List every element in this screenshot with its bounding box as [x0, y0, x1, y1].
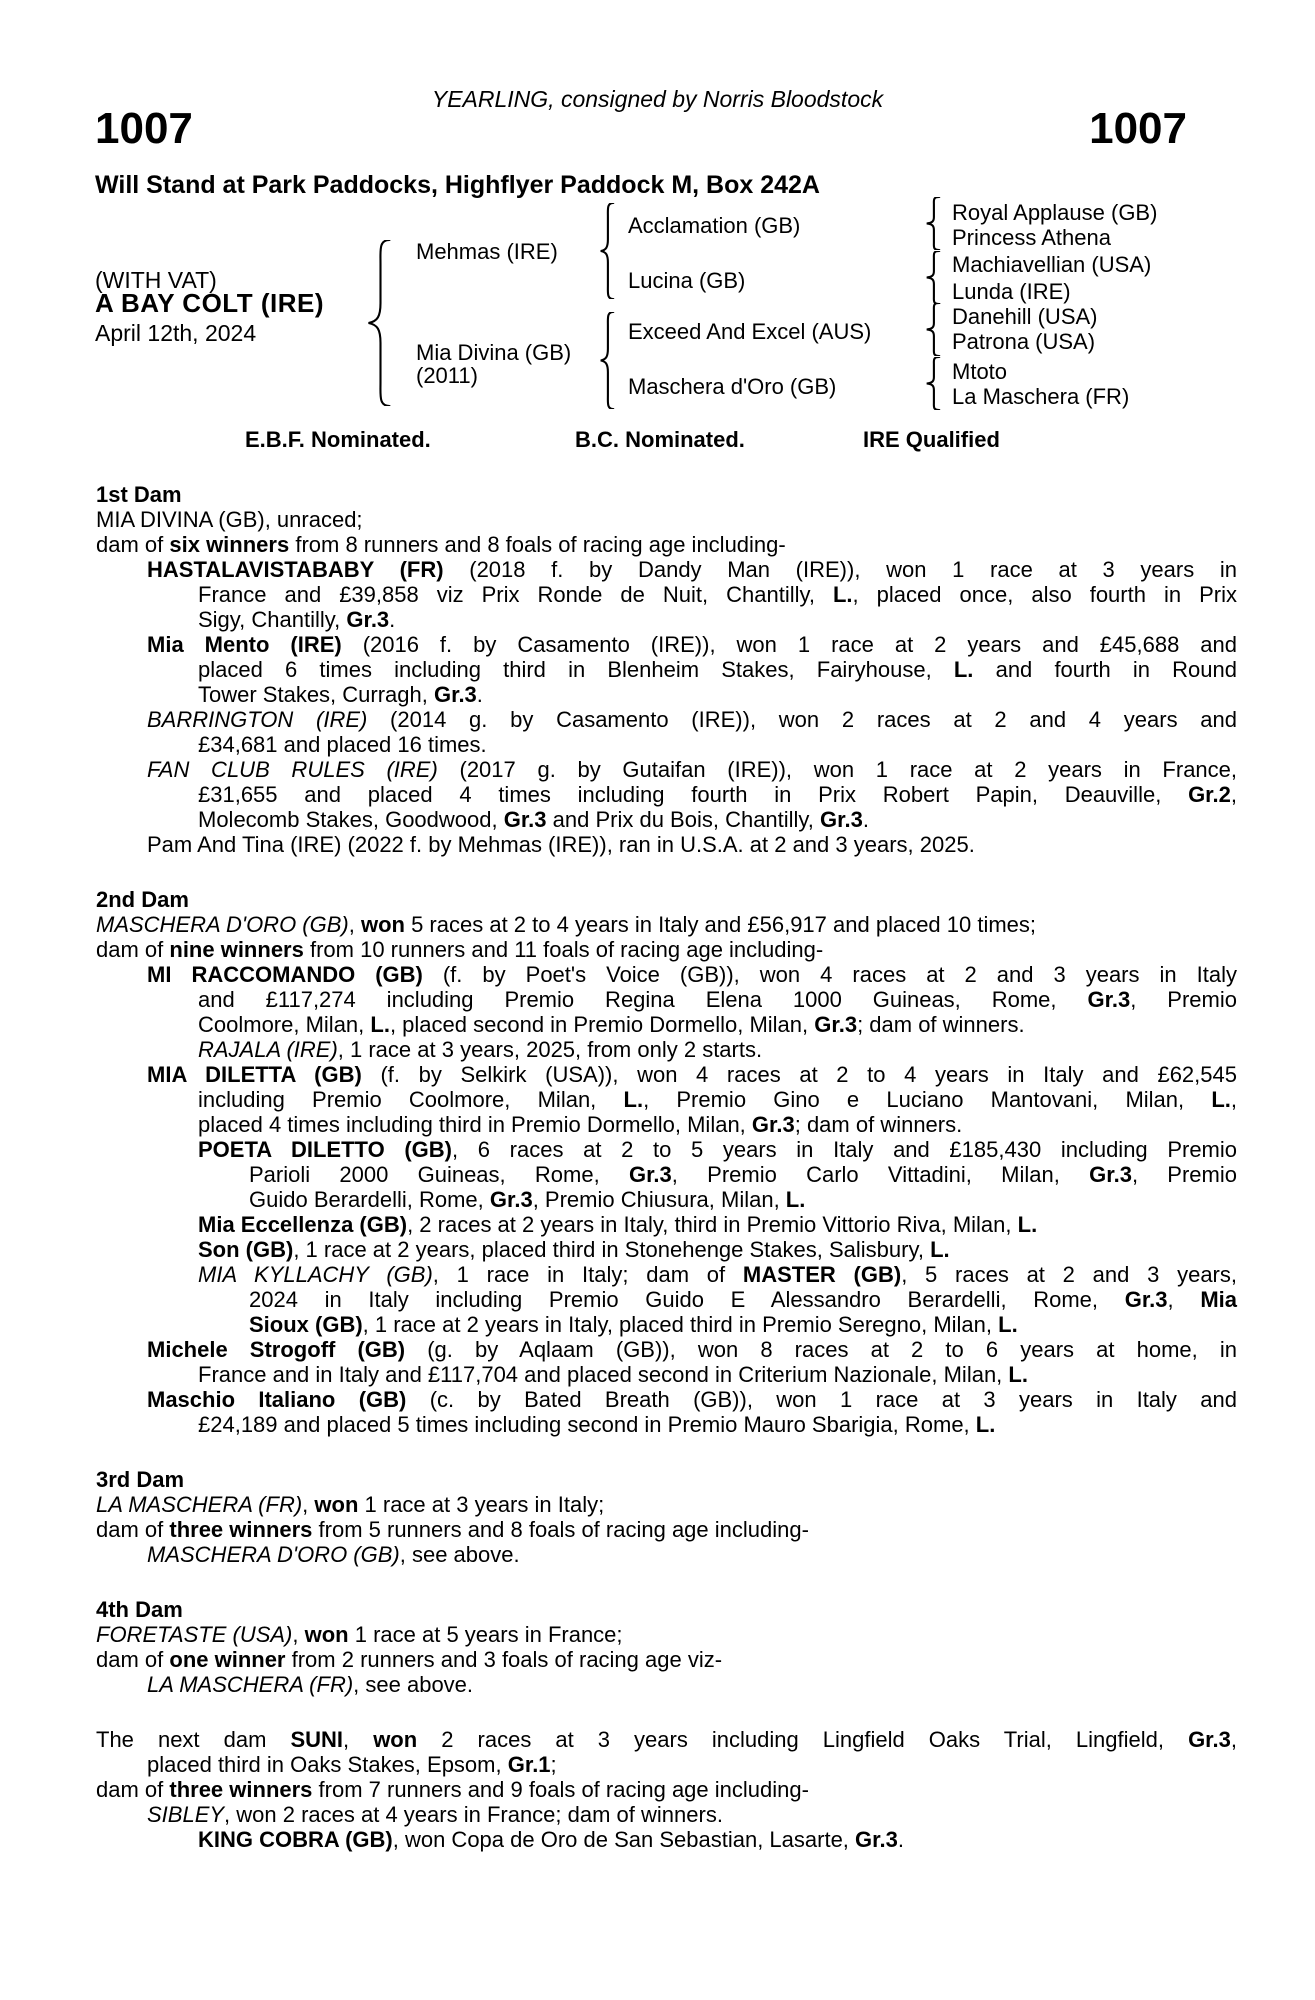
text-segment: SUNI [290, 1727, 344, 1752]
text-segment: France and in Italy and £117,704 and placed second in Criterium Nazionale, Milan, [198, 1362, 1009, 1387]
text-segment: and Prix du Bois, Chantilly, [546, 807, 821, 832]
consignor-line: YEARLING, consigned by Norris Bloodstock [431, 86, 884, 112]
text-segment: , won Copa de Oro de San Sebastian, Lasarte, [392, 1827, 856, 1852]
text-segment: France and £39,858 viz Prix Ronde de Nuit, Chantilly, [198, 582, 833, 607]
catalogue-text-line [96, 507, 1237, 532]
dam-section [96, 1727, 1237, 1852]
catalogue-text-line [96, 582, 1237, 607]
text-segment: dam of [96, 532, 170, 557]
pedigree-brace-sire-sire [924, 197, 942, 250]
text-segment: , [348, 912, 361, 937]
text-segment: , [1230, 782, 1237, 807]
text-segment: L. [370, 1012, 390, 1037]
text-segment: , Premio Chiusura, Milan, [532, 1187, 786, 1212]
text-segment: Mia Mento (IRE) [147, 632, 342, 657]
catalogue-text-line [96, 1062, 1237, 1087]
pedigree-brace-sire-dam [924, 251, 942, 304]
catalogue-text-line [96, 1037, 1237, 1062]
great-grandparent-name: Royal Applause (GB) [952, 200, 1158, 225]
text-segment: Gr.3 [855, 1827, 898, 1852]
catalogue-text-line [96, 1262, 1237, 1287]
catalogue-text-line [96, 1777, 1237, 1802]
text-segment: Gr.3 [1087, 987, 1131, 1012]
text-segment: (f. by Poet's Voice (GB)), won 4 races at 2 and 3 years in Italy [422, 962, 1237, 987]
text-segment: 1 race at 5 years in France; [348, 1622, 623, 1647]
catalogue-text-line [96, 1312, 1237, 1337]
text-segment: Gr.3 [1124, 1287, 1168, 1312]
text-segment: dam of [96, 1517, 170, 1542]
text-segment: , Premio Gino e Luciano Mantovani, Milan, [643, 1087, 1212, 1112]
sire-dam-name: Lucina (GB) [628, 268, 746, 293]
text-segment: Gr.1 [507, 1752, 551, 1777]
text-segment: 2 races at 3 years including Lingfield Oaks Trial, Lingfield, [417, 1727, 1189, 1752]
text-segment: including Premio Coolmore, Milan, [198, 1087, 624, 1112]
text-segment: won [360, 912, 405, 937]
section-title: 1st Dam [96, 482, 182, 507]
text-segment: (2017 g. by Gutaifan (IRE)), won 1 race at 2 years in France, [437, 757, 1238, 782]
section-title: 4th Dam [96, 1597, 183, 1622]
catalogue-text-line [96, 1752, 1237, 1777]
text-segment: Maschio Italiano (GB) [147, 1387, 407, 1412]
text-segment: MIA DIVINA (GB), unraced; [96, 507, 363, 532]
text-segment: L. [1211, 1087, 1231, 1112]
catalogue-text-line [96, 1012, 1237, 1037]
lot-number-right: 1007 [1089, 104, 1187, 153]
text-segment: Gr.3 [433, 682, 477, 707]
text-segment: , [1167, 1287, 1201, 1312]
text-segment: , 1 race at 2 years in Italy, placed third in Premio Seregno, Milan, [362, 1312, 999, 1337]
catalogue-text-line [96, 1187, 1237, 1212]
text-segment: placed 6 times including third in Blenheim Stakes, Fairyhouse, [198, 657, 954, 682]
catalogue-text-line [96, 832, 1237, 857]
text-segment: , placed second in Premio Dormello, Milan, [389, 1012, 815, 1037]
text-segment: three winners [169, 1777, 313, 1802]
text-segment: L. [623, 1087, 644, 1112]
catalogue-text-line [96, 962, 1237, 987]
text-segment: , Premio Carlo Vittadini, Milan, [671, 1162, 1090, 1187]
text-segment: 2024 in Italy including Premio Guido E Alessandro Berardelli, Rome, [249, 1287, 1125, 1312]
text-segment: MIA DILETTA (GB) [147, 1062, 362, 1087]
text-segment: Mia Eccellenza (GB) [198, 1212, 408, 1237]
catalogue-text-line [96, 1672, 1237, 1697]
text-segment: ; dam of winners. [857, 1012, 1025, 1037]
text-segment: from 10 runners and 11 foals of racing age including- [303, 937, 824, 962]
catalogue-text-line [96, 1412, 1237, 1437]
text-segment: MI RACCOMANDO (GB) [147, 962, 423, 987]
text-segment: FAN CLUB RULES (IRE) [147, 757, 438, 782]
dam-dam-name: Maschera d'Oro (GB) [628, 374, 837, 399]
text-segment: , 1 race at 2 years, placed third in Stonehenge Stakes, Salisbury, [293, 1237, 931, 1262]
text-segment: L. [930, 1237, 950, 1262]
pedigree-brace-sire [598, 203, 616, 299]
catalogue-text-line [96, 632, 1237, 657]
catalogue-text-line [96, 732, 1237, 757]
catalogue-text-line [96, 1727, 1237, 1752]
text-segment: won [314, 1492, 359, 1517]
text-segment: , [292, 1622, 305, 1647]
catalogue-text-line [96, 1517, 1237, 1542]
text-segment: , see above. [353, 1672, 474, 1697]
catalogue-text-line [96, 1827, 1237, 1852]
text-segment: Son (GB) [198, 1237, 294, 1262]
text-segment: Gr.3 [346, 607, 390, 632]
text-segment: and £117,274 including Premio Regina Elena 1000 Guineas, Rome, [198, 987, 1088, 1012]
text-segment: , 1 race in Italy; dam of [432, 1262, 743, 1287]
text-segment: Gr.3 [503, 807, 547, 832]
text-segment: from 2 runners and 3 foals of racing age viz- [285, 1647, 723, 1672]
text-segment: from 5 runners and 8 foals of racing age including- [312, 1517, 809, 1542]
catalogue-text-line [96, 1647, 1237, 1672]
lot-number-left: 1007 [95, 104, 193, 153]
text-segment: MASCHERA D'ORO (GB) [147, 1542, 400, 1567]
bc-nomination: B.C. Nominated. [575, 427, 745, 452]
text-segment: Pam And Tina (IRE) (2022 f. by Mehmas (IRE)), ran in U.S.A. at 2 and 3 years, 2025. [147, 832, 975, 857]
text-segment: (g. by Aqlaam (GB)), won 8 races at 2 to 6 years at home, in [405, 1337, 1237, 1362]
text-segment: L. [998, 1312, 1018, 1337]
ebf-nomination: E.B.F. Nominated. [245, 427, 431, 452]
section-title: 3rd Dam [96, 1467, 185, 1492]
text-segment: POETA DILETTO (GB) [198, 1137, 452, 1162]
text-segment: £24,189 and placed 5 times including second in Premio Mauro Sbarigia, Rome, [198, 1412, 976, 1437]
pedigree-brace-dam [598, 312, 616, 409]
catalogue-text-line [96, 757, 1237, 782]
text-segment: , see above. [399, 1542, 520, 1567]
catalogue-text-line [96, 782, 1237, 807]
great-grandparent-name: Mtoto [952, 359, 1008, 384]
text-segment: Gr.3 [814, 1012, 858, 1037]
catalogue-text-line [96, 1137, 1237, 1162]
catalogue-text-line [96, 1492, 1237, 1517]
great-grandparent-name: Patrona (USA) [952, 329, 1096, 354]
catalogue-text-line [96, 1237, 1237, 1262]
text-segment: Gr.3 [1089, 1162, 1132, 1187]
text-segment: from 7 runners and 9 foals of racing age including- [312, 1777, 809, 1802]
text-segment: BARRINGTON (IRE) [147, 707, 368, 732]
catalogue-text-line [96, 532, 1237, 557]
text-segment: 1 race at 3 years in Italy; [358, 1492, 605, 1517]
text-segment: and fourth in Round [973, 657, 1237, 682]
catalogue-text-line [96, 1287, 1237, 1312]
text-segment: , [1230, 1087, 1238, 1112]
text-segment: Gr.3 [820, 807, 863, 832]
pedigree-brace-dam-sire [924, 303, 942, 356]
dam-foal-year: (2011) [416, 363, 478, 388]
text-segment: . [862, 807, 869, 832]
dam-section [96, 482, 1237, 857]
text-segment: (2018 f. by Dandy Man (IRE)), won 1 race at 3 years in [443, 557, 1237, 582]
text-segment: dam of [96, 1647, 170, 1672]
text-segment: , 6 races at 2 to 5 years in Italy and £185,430 including Premio [452, 1137, 1238, 1162]
sire-name: Mehmas (IRE) [416, 239, 558, 264]
catalogue-text-line [96, 607, 1237, 632]
text-segment: RAJALA (IRE) [198, 1037, 338, 1062]
text-segment: nine winners [169, 937, 304, 962]
text-segment: one winner [169, 1647, 286, 1672]
text-segment: LA MASCHERA (FR) [96, 1492, 303, 1517]
text-segment: Sioux (GB) [249, 1312, 363, 1337]
catalogue-text-line [96, 1802, 1237, 1827]
catalogue-text-line [96, 1362, 1237, 1387]
pedigree-brace-dam-dam [924, 357, 942, 410]
dam-sire-name: Exceed And Excel (AUS) [628, 319, 872, 344]
section-title: 2nd Dam [96, 887, 189, 912]
ire-qualified: IRE Qualified [863, 427, 1000, 452]
catalogue-text-line [96, 1212, 1237, 1237]
text-segment: , [343, 1727, 374, 1752]
text-segment: L. [1008, 1362, 1028, 1387]
great-grandparent-name: La Maschera (FR) [952, 384, 1130, 409]
text-segment: LA MASCHERA (FR) [147, 1672, 354, 1697]
text-segment: MASTER (GB) [742, 1262, 902, 1287]
text-segment: placed 4 times including third in Premio Dormello, Milan, [198, 1112, 752, 1137]
text-segment: won [304, 1622, 349, 1647]
catalogue-text-line [96, 912, 1237, 937]
text-segment: MASCHERA D'ORO (GB) [96, 912, 349, 937]
text-segment: Parioli 2000 Guineas, Rome, [249, 1162, 629, 1187]
text-segment: , 5 races at 2 and 3 years, [901, 1262, 1237, 1287]
text-segment: six winners [169, 532, 290, 557]
vat-note: (WITH VAT) [95, 267, 217, 293]
text-segment: , 1 race at 3 years, 2025, from only 2 starts. [337, 1037, 763, 1062]
text-segment: dam of [96, 937, 170, 962]
text-segment: KING COBRA (GB) [198, 1827, 393, 1852]
dam-name: Mia Divina (GB) [416, 340, 572, 365]
text-segment: , [302, 1492, 315, 1517]
text-segment: L. [832, 582, 853, 607]
catalogue-text-line [96, 657, 1237, 682]
dam-section [96, 1467, 1237, 1567]
text-segment: L. [1017, 1212, 1038, 1237]
catalogue-text-line [96, 937, 1237, 962]
text-segment: The next dam [96, 1727, 291, 1752]
text-segment: (c. by Bated Breath (GB)), won 1 race at 3 years in Italy and [406, 1387, 1237, 1412]
text-segment: £31,655 and placed 4 times including fourth in Prix Robert Papin, Deauville, [198, 782, 1189, 807]
text-segment: (2016 f. by Casamento (IRE)), won 1 race at 2 years and £45,688 and [341, 632, 1237, 657]
catalogue-text-line [96, 1112, 1237, 1137]
text-segment: , 2 races at 2 years in Italy, third in Premio Vittorio Riva, Milan, [407, 1212, 1018, 1237]
horse-title: A BAY COLT (IRE) [95, 288, 325, 318]
great-grandparent-name: Princess Athena [952, 225, 1111, 250]
catalogue-text-line [96, 1162, 1237, 1187]
text-segment: placed third in Oaks Stakes, Epsom, [147, 1752, 508, 1777]
text-segment: Michele Strogoff (GB) [147, 1337, 406, 1362]
text-segment: Gr.3 [751, 1112, 795, 1137]
great-grandparent-name: Lunda (IRE) [952, 279, 1071, 304]
text-segment: , won 2 races at 4 years in France; dam of winners. [224, 1802, 723, 1827]
text-segment: Gr.3 [489, 1187, 533, 1212]
catalogue-text-line [96, 557, 1237, 582]
nominations-row [0, 428, 1315, 454]
stabling-location-line: Will Stand at Park Paddocks, Highflyer Paddock M, Box 242A [95, 171, 820, 199]
catalogue-text-line [96, 1622, 1237, 1647]
text-segment: Gr.2 [1188, 782, 1231, 807]
text-segment: L. [953, 657, 974, 682]
catalogue-text-line [96, 1337, 1237, 1362]
text-segment: ; [550, 1752, 557, 1777]
text-segment: from 8 runners and 8 foals of racing age including- [289, 532, 786, 557]
text-segment: MIA KYLLACHY (GB) [198, 1262, 433, 1287]
great-grandparent-name: Danehill (USA) [952, 304, 1098, 329]
text-segment: Sigy, Chantilly, [198, 607, 347, 632]
catalogue-text-line [96, 807, 1237, 832]
text-segment: Tower Stakes, Curragh, [198, 682, 434, 707]
dam-section [96, 1597, 1237, 1697]
pedigree-brace-main [364, 240, 394, 406]
text-segment: dam of [96, 1777, 170, 1802]
text-segment: , Premio [1131, 1162, 1237, 1187]
text-segment: SIBLEY [147, 1802, 225, 1827]
catalogue-text-line [96, 987, 1237, 1012]
produce-sections [96, 482, 1237, 1852]
text-segment: L. [785, 1187, 806, 1212]
text-segment: Guido Berardelli, Rome, [249, 1187, 490, 1212]
text-segment: Coolmore, Milan, [198, 1012, 371, 1037]
text-segment: , Premio [1130, 987, 1237, 1012]
text-segment: £34,681 and placed 16 times. [198, 732, 487, 757]
text-segment: Gr.3 [628, 1162, 672, 1187]
great-grandparent-name: Machiavellian (USA) [952, 252, 1152, 277]
text-segment: won [373, 1727, 418, 1752]
text-segment: three winners [169, 1517, 313, 1542]
text-segment: (f. by Selkirk (USA)), won 4 races at 2 to 4 years in Italy and £62,545 [361, 1062, 1237, 1087]
text-segment: , placed once, also fourth in Prix [852, 582, 1238, 607]
catalogue-text-line [96, 1087, 1237, 1112]
dam-section [96, 887, 1237, 1437]
text-segment: ; dam of winners. [794, 1112, 963, 1137]
text-segment: HASTALAVISTABABY (FR) [147, 557, 444, 582]
text-segment: 5 races at 2 to 4 years in Italy and £56,917 and placed 10 times; [404, 912, 1037, 937]
catalogue-text-line [96, 1542, 1237, 1567]
sire-sire-name: Acclamation (GB) [628, 213, 801, 238]
text-segment: L. [975, 1412, 996, 1437]
catalogue-text-line [96, 682, 1237, 707]
text-segment: (2014 g. by Casamento (IRE)), won 2 races at 2 and 4 years and [367, 707, 1237, 732]
text-segment: FORETASTE (USA) [96, 1622, 293, 1647]
catalogue-text-line [96, 707, 1237, 732]
foal-date: April 12th, 2024 [95, 320, 257, 346]
text-segment: Gr.3 [1188, 1727, 1231, 1752]
text-segment: . [897, 1827, 904, 1852]
text-segment: Mia [1200, 1287, 1237, 1312]
catalogue-text-line [96, 1387, 1237, 1412]
text-segment: , [1230, 1727, 1237, 1752]
text-segment: . [389, 607, 396, 632]
text-segment: . [476, 682, 483, 707]
text-segment: Molecomb Stakes, Goodwood, [198, 807, 504, 832]
